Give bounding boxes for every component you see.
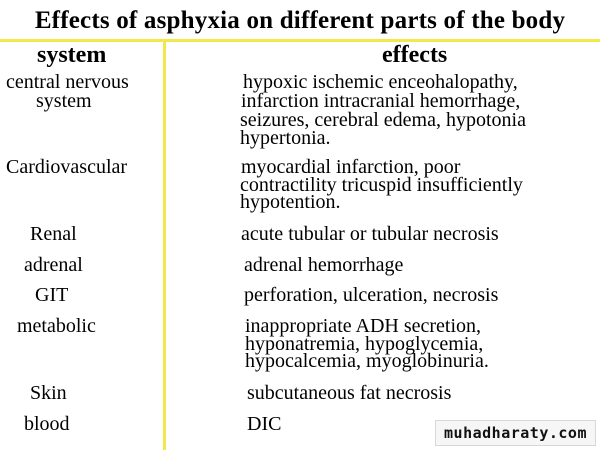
effect-cell-cardio-line3: hypotention. (240, 191, 341, 213)
effect-cell-adrenal: adrenal hemorrhage (244, 254, 404, 276)
effect-cell-cns-line1: hypoxic ischemic enceohalopathy, (243, 71, 518, 93)
system-cell-cns-line2: system (36, 90, 92, 112)
effect-cell-metabolic-line2: hyponatremia, hypoglycemia, (245, 333, 484, 355)
effect-cell-cns-line3: seizures, cerebral edema, hypotonia (240, 109, 526, 131)
system-cell-skin: Skin (30, 382, 67, 404)
effect-cell-skin: subcutaneous fat necrosis (247, 382, 452, 404)
effect-cell-metabolic-line1: inappropriate ADH secretion, (245, 315, 482, 337)
effect-cell-blood: DIC (247, 413, 282, 435)
system-cell-metabolic: metabolic (17, 315, 96, 337)
system-cell-git: GIT (35, 284, 69, 306)
effect-cell-renal: acute tubular or tubular necrosis (241, 223, 499, 245)
effects-column-header: effects (382, 42, 448, 68)
system-cell-renal: Renal (30, 223, 77, 245)
column-divider (163, 42, 166, 450)
system-cell-cns-line1: central nervous (6, 71, 129, 93)
system-cell-adrenal: adrenal (24, 254, 83, 276)
system-column-header: system (37, 42, 107, 68)
effect-cell-cardio-line1: myocardial infarction, poor (241, 156, 461, 178)
effect-cell-cardio-line2: contractility tricuspid insufficiently (240, 174, 523, 196)
effect-cell-cns-line2: infarction intracranial hemorrhage, (241, 90, 521, 112)
effect-cell-metabolic-line3: hypocalcemia, myoglobinuria. (245, 350, 489, 372)
slide-title: Effects of asphyxia on different parts of the body (34, 7, 566, 34)
system-cell-blood: blood (24, 413, 70, 435)
watermark: muhadharaty.com (435, 420, 596, 446)
effect-cell-cns-line4: hypertonia. (240, 127, 331, 149)
effect-cell-git: perforation, ulceration, necrosis (244, 284, 499, 306)
system-cell-cardiovascular: Cardiovascular (6, 156, 128, 178)
